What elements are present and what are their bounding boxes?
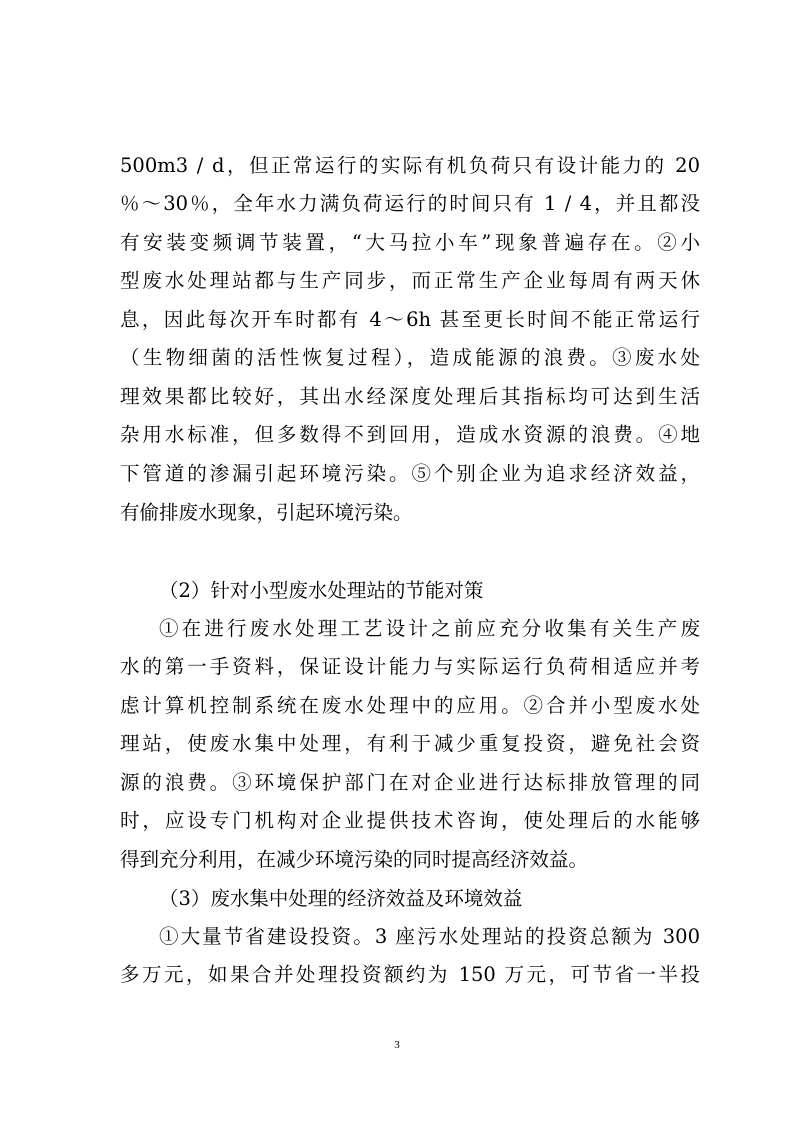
body-text-line: 时，应设专门机构对企业提供技术咨询，使处理后的水能够 <box>120 809 700 832</box>
section-heading: （2）针对小型废水处理站的节能对策 <box>159 579 484 602</box>
paragraph-first-line: ①在进行废水处理工艺设计之前应充分收集有关生产废 <box>159 617 700 640</box>
page-number: 3 <box>394 1039 400 1051</box>
body-text-line: ％～30％，全年水力满负荷运行的时间只有 1 / 4，并且都没 <box>120 192 700 215</box>
body-text-line: 多万元，如果合并处理投资额约为 150 万元，可节省一半投 <box>120 963 700 986</box>
body-text-line: 息，因此每次开车时都有 4～6h 甚至更长时间不能正常运行 <box>120 308 700 331</box>
body-text-line: 500m3 / d，但正常运行的实际有机负荷只有设计能力的 20 <box>120 154 700 177</box>
body-text-line: 理效果都比较好，其出水经深度处理后其指标均可达到生活 <box>120 385 700 408</box>
body-text-line: 下管道的渗漏引起环境污染。⑤个别企业为追求经济效益， <box>120 462 700 485</box>
body-text-line: 杂用水标准，但多数得不到回用，造成水资源的浪费。④地 <box>120 423 700 446</box>
body-text-line: 理站，使废水集中处理，有利于减少重复投资，避免社会资 <box>120 732 700 755</box>
section-heading: （3）废水集中处理的经济效益及环境效益 <box>159 887 523 910</box>
body-text-line: （生物细菌的活性恢复过程），造成能源的浪费。③废水处 <box>120 346 700 369</box>
body-text-line: 有偷排废水现象，引起环境污染。 <box>120 501 413 524</box>
body-text-line: 源的浪费。③环境保护部门在对企业进行达标排放管理的同 <box>120 771 700 794</box>
body-text-line: 得到充分利用，在减少环境污染的同时提高经济效益。 <box>120 848 589 871</box>
body-text-line: 型废水处理站都与生产同步，而正常生产企业每周有两天休 <box>120 269 700 292</box>
body-text-line: 水的第一手资料，保证设计能力与实际运行负荷相适应并考 <box>120 655 700 678</box>
body-text-line: 有安装变频调节装置，“大马拉小车”现象普遍存在。②小 <box>120 231 700 254</box>
body-text-line: 虑计算机控制系统在废水处理中的应用。②合并小型废水处 <box>120 694 700 717</box>
paragraph-first-line: ①大量节省建设投资。3 座污水处理站的投资总额为 300 <box>159 925 700 948</box>
